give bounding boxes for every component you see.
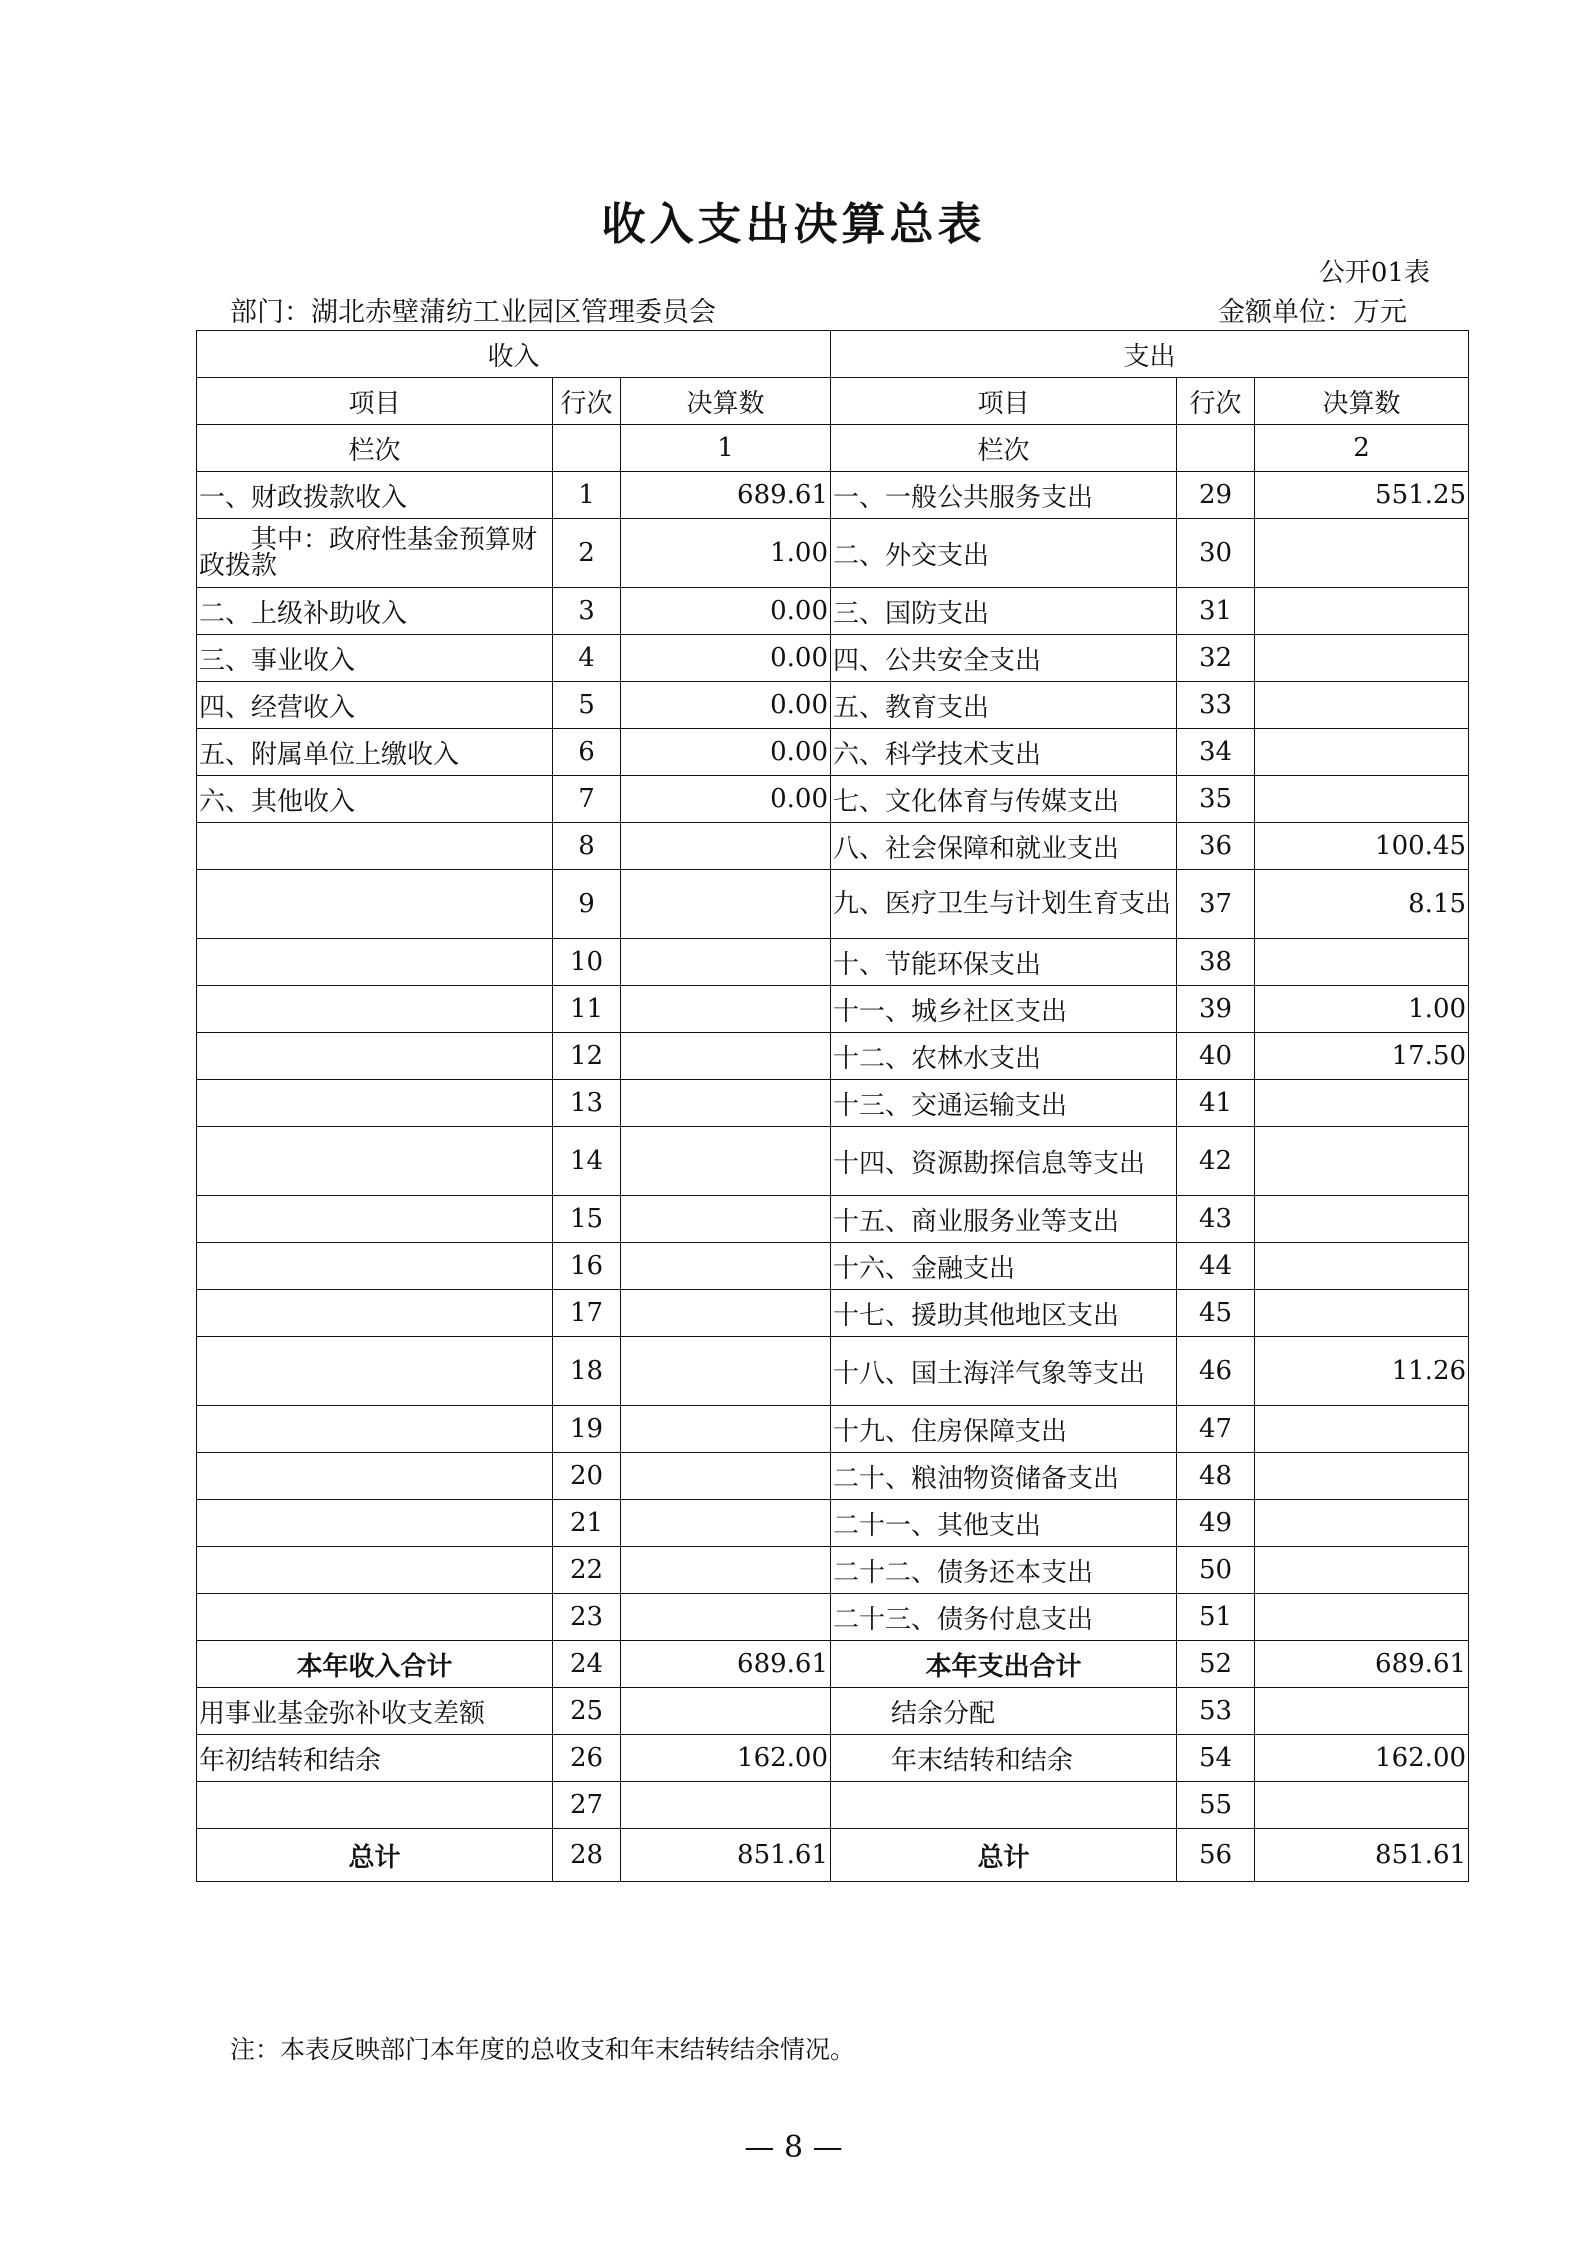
income-amount-cell xyxy=(621,870,831,939)
income-amount-cell: 0.00 xyxy=(621,635,831,682)
expense-rowno-cell: 49 xyxy=(1177,1500,1255,1547)
income-rowno-cell: 21 xyxy=(553,1500,621,1547)
expense-rowno-cell: 31 xyxy=(1177,588,1255,635)
expense-rowno-cell: 45 xyxy=(1177,1290,1255,1337)
expense-amount-cell xyxy=(1255,682,1469,729)
expense-rowno-cell: 29 xyxy=(1177,472,1255,519)
table-row xyxy=(197,1337,1469,1406)
expense-amount-cell xyxy=(1255,588,1469,635)
year-income-amount: 689.61 xyxy=(621,1641,831,1688)
expense-amount-cell xyxy=(1255,729,1469,776)
expense-amount-cell: 11.26 xyxy=(1255,1337,1469,1406)
table-row xyxy=(197,729,1469,776)
expense-item-cell: 二、外交支出 xyxy=(831,519,1177,588)
table-row xyxy=(197,939,1469,986)
expense-item-cell: 十二、农林水支出 xyxy=(831,1033,1177,1080)
expense-item-cell: 二十一、其他支出 xyxy=(831,1500,1177,1547)
expense-amount-cell xyxy=(1255,635,1469,682)
income-item-cell xyxy=(197,1594,553,1641)
income-header: 收入 xyxy=(197,331,831,378)
income-rowno-cell: 20 xyxy=(553,1453,621,1500)
table-row xyxy=(197,1243,1469,1290)
expense-rowno-cell: 42 xyxy=(1177,1127,1255,1196)
income-col-number: 1 xyxy=(621,425,831,472)
income-amount-cell xyxy=(621,1594,831,1641)
expense-rowno-cell: 30 xyxy=(1177,519,1255,588)
income-item-cell: 四、经营收入 xyxy=(197,682,553,729)
income-amount-cell xyxy=(621,1033,831,1080)
grand-expense-amount: 851.61 xyxy=(1255,1829,1469,1882)
fund-makeup-no: 25 xyxy=(553,1688,621,1735)
year-income-no: 24 xyxy=(553,1641,621,1688)
income-amount-cell xyxy=(621,823,831,870)
expense-rowno-cell: 47 xyxy=(1177,1406,1255,1453)
income-item-cell xyxy=(197,1196,553,1243)
income-rowno-cell: 2 xyxy=(553,519,621,588)
table-row xyxy=(197,1196,1469,1243)
income-col-no-blank xyxy=(553,425,621,472)
income-item-cell xyxy=(197,870,553,939)
expense-item-cell: 五、教育支出 xyxy=(831,682,1177,729)
expense-item-cell: 十、节能环保支出 xyxy=(831,939,1177,986)
table-row xyxy=(197,1127,1469,1196)
expense-amount-cell xyxy=(1255,1406,1469,1453)
table-row xyxy=(197,1547,1469,1594)
fund-makeup-amount xyxy=(621,1688,831,1735)
expense-rowno-cell: 33 xyxy=(1177,682,1255,729)
income-item-cell xyxy=(197,939,553,986)
page-title: 收入支出决算总表 xyxy=(601,199,986,250)
income-item-cell: 其中：政府性基金预算财政拨款 xyxy=(197,519,553,588)
income-amount-cell: 0.00 xyxy=(621,588,831,635)
expense-amount-cell xyxy=(1255,1243,1469,1290)
income-amount-cell: 689.61 xyxy=(621,472,831,519)
year-expense-label: 本年支出合计 xyxy=(831,1641,1177,1688)
table-row xyxy=(197,519,1469,588)
income-rowno-cell: 9 xyxy=(553,870,621,939)
end-carryover-no: 54 xyxy=(1177,1735,1255,1782)
income-item-cell: 二、上级补助收入 xyxy=(197,588,553,635)
income-rowno-cell: 14 xyxy=(553,1127,621,1196)
income-rowno-cell: 13 xyxy=(553,1080,621,1127)
expense-amount-cell xyxy=(1255,1080,1469,1127)
expense-col-number: 2 xyxy=(1255,425,1469,472)
income-col-label: 栏次 xyxy=(197,425,553,472)
income-item-cell xyxy=(197,1127,553,1196)
end-carryover-label: 年末结转和结余 xyxy=(831,1735,1177,1782)
expense-amount-header: 决算数 xyxy=(1255,378,1469,425)
table-row xyxy=(197,1033,1469,1080)
income-item-cell: 三、事业收入 xyxy=(197,635,553,682)
unit-label: 金额单位：万元 xyxy=(1218,297,1407,328)
income-item-cell xyxy=(197,823,553,870)
income-rowno-cell: 17 xyxy=(553,1290,621,1337)
expense-rowno-cell: 39 xyxy=(1177,986,1255,1033)
income-item-header: 项目 xyxy=(197,378,553,425)
income-rowno-cell: 19 xyxy=(553,1406,621,1453)
expense-amount-cell: 17.50 xyxy=(1255,1033,1469,1080)
expense-amount-cell xyxy=(1255,1290,1469,1337)
income-rowno-cell: 8 xyxy=(553,823,621,870)
end-carryover-amount: 162.00 xyxy=(1255,1735,1469,1782)
grand-expense-no: 56 xyxy=(1177,1829,1255,1882)
income-rowno-cell: 22 xyxy=(553,1547,621,1594)
expense-rowno-cell: 43 xyxy=(1177,1196,1255,1243)
expense-rowno-cell: 35 xyxy=(1177,776,1255,823)
expense-item-cell: 四、公共安全支出 xyxy=(831,635,1177,682)
expense-amount-cell xyxy=(1255,939,1469,986)
year-expense-amount: 689.61 xyxy=(1255,1641,1469,1688)
blank-expense-item xyxy=(831,1782,1177,1829)
income-amount-cell xyxy=(621,986,831,1033)
surplus-alloc-amount xyxy=(1255,1688,1469,1735)
expense-amount-cell: 1.00 xyxy=(1255,986,1469,1033)
expense-item-cell: 十八、国土海洋气象等支出 xyxy=(831,1337,1177,1406)
table-row xyxy=(197,986,1469,1033)
expense-rowno-cell: 46 xyxy=(1177,1337,1255,1406)
income-rowno-cell: 10 xyxy=(553,939,621,986)
expense-amount-cell xyxy=(1255,776,1469,823)
table-row xyxy=(197,870,1469,939)
expense-header: 支出 xyxy=(831,331,1469,378)
grand-expense-label: 总计 xyxy=(831,1829,1177,1882)
income-item-cell xyxy=(197,1290,553,1337)
table-note: 注：本表反映部门本年度的总收支和年末结转结余情况。 xyxy=(230,2035,856,2064)
table-row xyxy=(197,1594,1469,1641)
income-amount-cell xyxy=(621,1406,831,1453)
expense-rowno-header: 行次 xyxy=(1177,378,1255,425)
expense-item-cell: 十四、资源勘探信息等支出 xyxy=(831,1127,1177,1196)
expense-rowno-cell: 38 xyxy=(1177,939,1255,986)
income-item-cell xyxy=(197,1547,553,1594)
form-number: 公开01表 xyxy=(1318,258,1430,288)
blank-income-amount xyxy=(621,1782,831,1829)
income-rowno-header: 行次 xyxy=(553,378,621,425)
table-row xyxy=(197,472,1469,519)
table-body xyxy=(197,472,1469,1641)
income-rowno-cell: 5 xyxy=(553,682,621,729)
expense-item-cell: 十一、城乡社区支出 xyxy=(831,986,1177,1033)
income-amount-cell: 1.00 xyxy=(621,519,831,588)
expense-rowno-cell: 40 xyxy=(1177,1033,1255,1080)
income-item-cell xyxy=(197,1080,553,1127)
expense-rowno-cell: 51 xyxy=(1177,1594,1255,1641)
expense-amount-cell: 8.15 xyxy=(1255,870,1469,939)
income-rowno-cell: 3 xyxy=(553,588,621,635)
income-item-cell: 五、附属单位上缴收入 xyxy=(197,729,553,776)
income-rowno-cell: 12 xyxy=(553,1033,621,1080)
expense-rowno-cell: 48 xyxy=(1177,1453,1255,1500)
income-item-cell xyxy=(197,1337,553,1406)
grand-income-label: 总计 xyxy=(197,1829,553,1882)
income-amount-header: 决算数 xyxy=(621,378,831,425)
income-rowno-cell: 6 xyxy=(553,729,621,776)
table-row xyxy=(197,588,1469,635)
expense-col-no-blank xyxy=(1177,425,1255,472)
expense-item-cell: 一、一般公共服务支出 xyxy=(831,472,1177,519)
expense-item-cell: 二十三、债务付息支出 xyxy=(831,1594,1177,1641)
expense-amount-cell xyxy=(1255,519,1469,588)
income-rowno-cell: 18 xyxy=(553,1337,621,1406)
table-row xyxy=(197,1290,1469,1337)
table-row xyxy=(197,1406,1469,1453)
income-amount-cell xyxy=(621,939,831,986)
year-income-label: 本年收入合计 xyxy=(197,1641,553,1688)
table-totals xyxy=(197,1641,1469,1882)
expense-item-cell: 八、社会保障和就业支出 xyxy=(831,823,1177,870)
income-item-cell: 六、其他收入 xyxy=(197,776,553,823)
begin-carryover-no: 26 xyxy=(553,1735,621,1782)
expense-item-cell: 十九、住房保障支出 xyxy=(831,1406,1177,1453)
income-item-cell xyxy=(197,1033,553,1080)
income-rowno-cell: 11 xyxy=(553,986,621,1033)
expense-rowno-cell: 36 xyxy=(1177,823,1255,870)
income-amount-cell xyxy=(621,1337,831,1406)
income-item-cell xyxy=(197,1500,553,1547)
surplus-alloc-label: 结余分配 xyxy=(831,1688,1177,1735)
expense-col-label: 栏次 xyxy=(831,425,1177,472)
income-amount-cell xyxy=(621,1500,831,1547)
expense-amount-cell xyxy=(1255,1547,1469,1594)
fund-makeup-label: 用事业基金弥补收支差额 xyxy=(197,1688,553,1735)
table-row xyxy=(197,635,1469,682)
expense-item-cell: 十七、援助其他地区支出 xyxy=(831,1290,1177,1337)
income-item-cell xyxy=(197,1453,553,1500)
expense-amount-cell: 100.45 xyxy=(1255,823,1469,870)
income-amount-cell xyxy=(621,1196,831,1243)
expense-rowno-cell: 41 xyxy=(1177,1080,1255,1127)
table-row xyxy=(197,1500,1469,1547)
table-row xyxy=(197,682,1469,729)
income-rowno-cell: 15 xyxy=(553,1196,621,1243)
grand-income-amount: 851.61 xyxy=(621,1829,831,1882)
expense-rowno-cell: 50 xyxy=(1177,1547,1255,1594)
expense-item-cell: 二十二、债务还本支出 xyxy=(831,1547,1177,1594)
income-amount-cell: 0.00 xyxy=(621,776,831,823)
income-rowno-cell: 4 xyxy=(553,635,621,682)
blank-expense-amount xyxy=(1255,1782,1469,1829)
expense-rowno-cell: 34 xyxy=(1177,729,1255,776)
expense-item-cell: 十三、交通运输支出 xyxy=(831,1080,1177,1127)
blank-expense-no: 55 xyxy=(1177,1782,1255,1829)
expense-item-cell: 七、文化体育与传媒支出 xyxy=(831,776,1177,823)
income-amount-cell xyxy=(621,1290,831,1337)
expense-amount-cell xyxy=(1255,1127,1469,1196)
income-item-cell: 一、财政拨款收入 xyxy=(197,472,553,519)
begin-carryover-label: 年初结转和结余 xyxy=(197,1735,553,1782)
income-item-cell xyxy=(197,1243,553,1290)
expense-item-cell: 六、科学技术支出 xyxy=(831,729,1177,776)
department-label: 部门：湖北赤壁蒲纺工业园区管理委员会 xyxy=(230,297,716,328)
income-amount-cell xyxy=(621,1243,831,1290)
expense-amount-cell xyxy=(1255,1500,1469,1547)
surplus-alloc-no: 53 xyxy=(1177,1688,1255,1735)
expense-rowno-cell: 32 xyxy=(1177,635,1255,682)
income-item-cell xyxy=(197,1406,553,1453)
expense-item-cell: 二十、粮油物资储备支出 xyxy=(831,1453,1177,1500)
income-amount-cell xyxy=(621,1080,831,1127)
table-row xyxy=(197,823,1469,870)
blank-income-item xyxy=(197,1782,553,1829)
expense-item-cell: 三、国防支出 xyxy=(831,588,1177,635)
table-row xyxy=(197,776,1469,823)
expense-amount-cell xyxy=(1255,1196,1469,1243)
expense-amount-cell: 551.25 xyxy=(1255,472,1469,519)
summary-table xyxy=(196,330,1469,1882)
income-item-cell xyxy=(197,986,553,1033)
income-rowno-cell: 23 xyxy=(553,1594,621,1641)
year-expense-no: 52 xyxy=(1177,1641,1255,1688)
income-rowno-cell: 7 xyxy=(553,776,621,823)
income-rowno-cell: 1 xyxy=(553,472,621,519)
expense-amount-cell xyxy=(1255,1453,1469,1500)
expense-item-cell: 十六、金融支出 xyxy=(831,1243,1177,1290)
income-amount-cell xyxy=(621,1453,831,1500)
table-row xyxy=(197,1453,1469,1500)
blank-income-no: 27 xyxy=(553,1782,621,1829)
expense-rowno-cell: 37 xyxy=(1177,870,1255,939)
income-amount-cell: 0.00 xyxy=(621,682,831,729)
income-rowno-cell: 16 xyxy=(553,1243,621,1290)
table-row xyxy=(197,1080,1469,1127)
begin-carryover-amount: 162.00 xyxy=(621,1735,831,1782)
page-number: — 8 — xyxy=(744,2130,843,2165)
expense-item-cell: 十五、商业服务业等支出 xyxy=(831,1196,1177,1243)
expense-rowno-cell: 44 xyxy=(1177,1243,1255,1290)
income-amount-cell: 0.00 xyxy=(621,729,831,776)
expense-item-header: 项目 xyxy=(831,378,1177,425)
income-amount-cell xyxy=(621,1127,831,1196)
expense-item-cell: 九、医疗卫生与计划生育支出 xyxy=(831,870,1177,939)
grand-income-no: 28 xyxy=(553,1829,621,1882)
income-amount-cell xyxy=(621,1547,831,1594)
expense-amount-cell xyxy=(1255,1594,1469,1641)
